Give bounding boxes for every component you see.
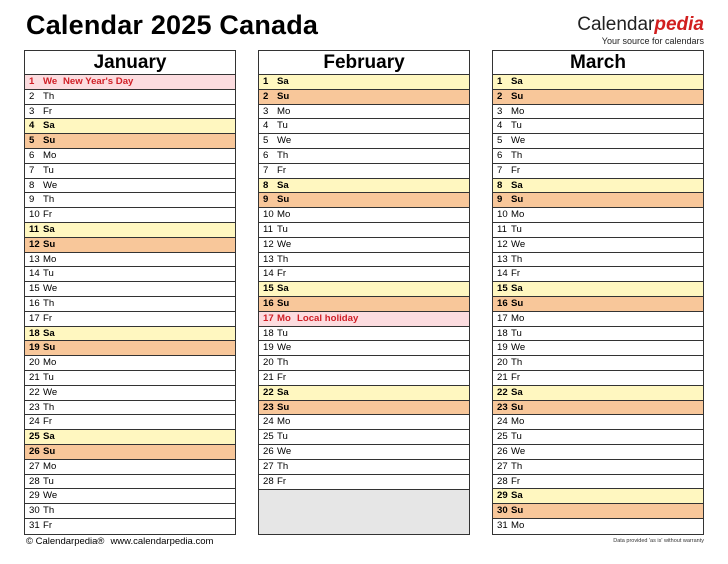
day-list <box>493 75 703 534</box>
day-of-week: Th <box>511 253 523 265</box>
day-of-week: Th <box>511 357 523 369</box>
day-list <box>25 75 235 534</box>
day-number: 9 <box>263 194 269 206</box>
day-of-week: Sa <box>511 283 523 295</box>
day-row <box>493 134 703 149</box>
day-row <box>259 445 469 460</box>
day-row <box>259 327 469 342</box>
day-number: 3 <box>497 105 503 117</box>
day-number: 24 <box>497 416 508 428</box>
day-row <box>259 179 469 194</box>
day-of-week: We <box>511 445 526 457</box>
day-of-week: Sa <box>43 223 55 235</box>
day-row <box>25 134 235 149</box>
day-of-week: Fr <box>277 268 287 280</box>
day-of-week: Mo <box>43 253 57 265</box>
day-of-week: Tu <box>277 327 288 339</box>
day-number: 19 <box>29 342 40 354</box>
day-row <box>25 267 235 282</box>
day-number: 8 <box>497 179 503 191</box>
day-number: 2 <box>29 90 35 102</box>
day-of-week: Sa <box>511 386 523 398</box>
day-of-week: We <box>43 490 58 502</box>
day-row <box>25 149 235 164</box>
day-number: 13 <box>497 253 508 265</box>
day-of-week: Tu <box>277 120 288 132</box>
day-of-week: Tu <box>511 327 522 339</box>
day-of-week: Su <box>511 401 524 413</box>
day-number: 15 <box>29 283 40 295</box>
day-number: 15 <box>263 283 274 295</box>
day-row <box>259 238 469 253</box>
day-of-week: Th <box>277 149 289 161</box>
day-row <box>493 223 703 238</box>
day-row <box>25 327 235 342</box>
day-row <box>259 208 469 223</box>
day-row <box>25 208 235 223</box>
day-row <box>493 149 703 164</box>
day-number: 1 <box>29 76 35 87</box>
day-row <box>25 179 235 194</box>
day-number: 7 <box>263 164 269 176</box>
day-row <box>493 327 703 342</box>
footer-copyright <box>26 536 213 547</box>
day-of-week: We <box>43 76 58 87</box>
day-number: 20 <box>497 357 508 369</box>
day-row <box>493 238 703 253</box>
day-row <box>493 445 703 460</box>
day-number: 12 <box>497 238 508 250</box>
day-number: 24 <box>263 416 274 428</box>
footer-url[interactable]: www.calendarpedia.com <box>110 536 214 547</box>
day-number: 8 <box>29 179 35 191</box>
day-number: 10 <box>29 209 40 221</box>
day-of-week: Mo <box>511 416 525 428</box>
day-number: 25 <box>29 431 40 443</box>
day-of-week: Fr <box>511 268 521 280</box>
day-number: 14 <box>497 268 508 280</box>
day-of-week: Mo <box>511 312 525 324</box>
day-row <box>493 356 703 371</box>
day-number: 4 <box>263 120 269 132</box>
day-number: 23 <box>263 401 274 413</box>
day-number: 27 <box>497 460 508 472</box>
day-number: 9 <box>29 194 35 206</box>
day-number: 13 <box>29 253 40 265</box>
day-row <box>259 401 469 416</box>
day-number: 11 <box>497 223 507 235</box>
day-row <box>493 119 703 134</box>
day-number: 10 <box>497 209 508 221</box>
copyright-text: © Calendarpedia® <box>26 536 105 547</box>
day-of-week: Fr <box>277 164 287 176</box>
day-row <box>493 179 703 194</box>
day-of-week: Sa <box>43 327 55 339</box>
month-column-january <box>24 50 236 535</box>
day-number: 5 <box>497 135 503 147</box>
day-row <box>259 282 469 297</box>
day-row <box>493 341 703 356</box>
day-row <box>25 386 235 401</box>
day-of-week: Su <box>511 194 524 206</box>
day-number: 28 <box>29 475 40 487</box>
day-row <box>25 475 235 490</box>
day-of-week: Mo <box>277 416 291 428</box>
day-number: 20 <box>263 357 274 369</box>
day-number: 7 <box>497 164 503 176</box>
day-row <box>259 134 469 149</box>
day-of-week: Mo <box>511 519 525 531</box>
day-row <box>259 386 469 401</box>
day-number: 21 <box>497 371 508 383</box>
day-number: 14 <box>263 268 274 280</box>
day-row <box>493 267 703 282</box>
day-of-week: Mo <box>43 149 57 161</box>
day-row <box>25 282 235 297</box>
day-row <box>259 149 469 164</box>
day-number: 23 <box>497 401 508 413</box>
day-of-week: Th <box>43 297 55 309</box>
day-number: 23 <box>29 401 40 413</box>
day-of-week: Fr <box>511 371 521 383</box>
day-number: 19 <box>263 342 274 354</box>
day-row <box>25 193 235 208</box>
day-row <box>259 164 469 179</box>
day-of-week: Tu <box>277 223 288 235</box>
day-row <box>493 401 703 416</box>
brand-name-part1: Calendar <box>577 14 655 35</box>
footer-disclaimer: Data provided 'as is' without warranty <box>613 538 704 544</box>
day-number: 8 <box>263 179 269 191</box>
day-number: 3 <box>29 105 35 117</box>
day-row <box>25 75 235 90</box>
day-row <box>493 208 703 223</box>
day-row <box>493 475 703 490</box>
day-number: 18 <box>497 327 508 339</box>
day-number: 13 <box>263 253 274 265</box>
day-row <box>259 119 469 134</box>
day-row <box>25 164 235 179</box>
day-number: 30 <box>497 505 508 517</box>
day-row <box>259 415 469 430</box>
day-of-week: We <box>277 342 292 354</box>
day-of-week: Fr <box>43 416 53 428</box>
day-of-week: Su <box>43 135 56 147</box>
day-number: 25 <box>497 431 508 443</box>
day-number: 25 <box>263 431 274 443</box>
day-row <box>493 504 703 519</box>
day-of-week: Mo <box>511 209 525 221</box>
day-of-week: We <box>277 135 292 147</box>
day-row <box>259 356 469 371</box>
day-of-week: Sa <box>43 120 55 132</box>
day-row <box>25 297 235 312</box>
day-of-week: Fr <box>277 475 287 487</box>
day-number: 1 <box>263 76 269 87</box>
day-row <box>493 193 703 208</box>
day-row <box>25 430 235 445</box>
day-of-week: Th <box>277 460 289 472</box>
day-row <box>493 105 703 120</box>
day-of-week: Th <box>511 149 523 161</box>
day-row <box>259 475 469 490</box>
day-row <box>259 430 469 445</box>
day-row <box>25 371 235 386</box>
day-number: 17 <box>263 312 274 324</box>
day-of-week: Sa <box>511 76 523 87</box>
day-row <box>25 445 235 460</box>
day-of-week: Tu <box>511 120 522 132</box>
day-number: 3 <box>263 105 269 117</box>
day-of-week: Th <box>43 505 55 517</box>
day-of-week: Fr <box>511 164 521 176</box>
day-number: 18 <box>29 327 40 339</box>
day-row <box>259 90 469 105</box>
day-number: 16 <box>263 297 274 309</box>
day-of-week: We <box>277 238 292 250</box>
day-row <box>259 193 469 208</box>
day-number: 22 <box>29 386 40 398</box>
day-number: 28 <box>263 475 274 487</box>
brand-tagline: Your source for calendars <box>601 36 704 46</box>
page-title: Calendar 2025 Canada <box>26 10 319 40</box>
day-of-week: Su <box>43 445 56 457</box>
day-row <box>493 75 703 90</box>
day-number: 2 <box>497 90 503 102</box>
day-of-week: Su <box>277 194 290 206</box>
day-row <box>25 341 235 356</box>
day-row <box>259 312 469 327</box>
day-row <box>493 430 703 445</box>
day-of-week: Fr <box>277 371 287 383</box>
day-number: 18 <box>263 327 274 339</box>
day-row <box>259 105 469 120</box>
day-of-week: Tu <box>277 431 288 443</box>
day-number: 16 <box>29 297 40 309</box>
day-row <box>259 341 469 356</box>
day-row <box>25 504 235 519</box>
day-number: 28 <box>497 475 508 487</box>
day-number: 26 <box>29 445 40 457</box>
month-column-march <box>492 50 704 535</box>
day-number: 19 <box>497 342 508 354</box>
month-header: March <box>493 51 703 75</box>
day-number: 16 <box>497 297 508 309</box>
day-number: 6 <box>263 149 269 161</box>
day-number: 24 <box>29 416 40 428</box>
day-row <box>25 356 235 371</box>
day-row <box>493 164 703 179</box>
day-of-week: Th <box>43 401 55 413</box>
day-number: 17 <box>29 312 40 324</box>
day-of-week: Sa <box>511 179 523 191</box>
day-number: 31 <box>497 519 508 531</box>
brand-name-part2: pedia <box>654 14 704 35</box>
day-of-week: We <box>43 179 58 191</box>
day-of-week: Sa <box>277 283 289 295</box>
day-number: 11 <box>263 223 273 235</box>
day-of-week: We <box>511 238 526 250</box>
day-of-week: Su <box>43 238 56 250</box>
day-row <box>493 415 703 430</box>
day-of-week: Su <box>277 90 290 102</box>
day-row <box>493 297 703 312</box>
day-of-week: Th <box>43 194 55 206</box>
day-row <box>25 312 235 327</box>
day-row <box>25 415 235 430</box>
day-of-week: Sa <box>277 386 289 398</box>
day-row <box>25 90 235 105</box>
day-of-week: Su <box>511 505 524 517</box>
day-of-week: Sa <box>43 431 55 443</box>
day-of-week: Fr <box>43 105 53 117</box>
day-of-week: We <box>277 445 292 457</box>
day-row <box>493 519 703 534</box>
day-number: 4 <box>497 120 503 132</box>
day-row <box>25 119 235 134</box>
day-row <box>493 386 703 401</box>
day-number: 26 <box>263 445 274 457</box>
day-number: 1 <box>497 76 503 87</box>
day-list <box>259 75 469 489</box>
day-row <box>25 401 235 416</box>
month-header: January <box>25 51 235 75</box>
day-row <box>25 238 235 253</box>
holiday-name: Local holiday <box>297 312 359 324</box>
day-number: 6 <box>29 149 35 161</box>
day-of-week: Tu <box>43 371 54 383</box>
day-row <box>25 460 235 475</box>
day-number: 5 <box>29 135 35 147</box>
day-row <box>493 460 703 475</box>
day-row <box>493 253 703 268</box>
day-of-week: Tu <box>43 268 54 280</box>
day-of-week: Fr <box>43 209 53 221</box>
day-number: 12 <box>263 238 274 250</box>
day-row <box>493 90 703 105</box>
day-of-week: We <box>43 386 58 398</box>
day-row <box>25 253 235 268</box>
day-number: 4 <box>29 120 35 132</box>
day-of-week: Su <box>43 342 56 354</box>
day-row <box>259 267 469 282</box>
day-of-week: Sa <box>511 490 523 502</box>
day-of-week: Mo <box>277 312 291 324</box>
day-row <box>25 223 235 238</box>
day-of-week: Th <box>43 90 55 102</box>
day-number: 7 <box>29 164 35 176</box>
day-of-week: Fr <box>511 475 521 487</box>
day-row <box>259 223 469 238</box>
day-of-week: Th <box>511 460 523 472</box>
day-number: 12 <box>29 238 40 250</box>
day-of-week: Tu <box>511 223 522 235</box>
day-of-week: Th <box>277 357 289 369</box>
day-of-week: Th <box>277 253 289 265</box>
day-row <box>25 105 235 120</box>
day-number: 29 <box>497 490 508 502</box>
day-row <box>259 253 469 268</box>
day-number: 21 <box>29 371 40 383</box>
brand-name <box>577 15 704 35</box>
day-row <box>493 371 703 386</box>
day-number: 6 <box>497 149 503 161</box>
day-number: 2 <box>263 90 269 102</box>
day-number: 27 <box>263 460 274 472</box>
day-row <box>493 282 703 297</box>
day-row <box>259 75 469 90</box>
day-row <box>493 312 703 327</box>
day-of-week: We <box>511 135 526 147</box>
day-number: 31 <box>29 519 40 531</box>
day-of-week: Tu <box>511 431 522 443</box>
day-of-week: We <box>511 342 526 354</box>
day-row <box>493 489 703 504</box>
day-row <box>259 371 469 386</box>
day-row <box>25 519 235 534</box>
day-number: 27 <box>29 460 40 472</box>
day-number: 22 <box>497 386 508 398</box>
day-number: 20 <box>29 357 40 369</box>
day-of-week: Mo <box>277 105 291 117</box>
day-row <box>259 297 469 312</box>
day-of-week: Mo <box>43 460 57 472</box>
day-number: 14 <box>29 268 40 280</box>
day-number: 26 <box>497 445 508 457</box>
day-of-week: Su <box>511 90 524 102</box>
day-of-week: Mo <box>43 357 57 369</box>
day-of-week: Sa <box>277 179 289 191</box>
holiday-name: New Year's Day <box>63 76 134 87</box>
day-of-week: Tu <box>43 164 54 176</box>
day-number: 29 <box>29 490 40 502</box>
day-number: 30 <box>29 505 40 517</box>
day-of-week: Sa <box>277 76 289 87</box>
day-of-week: Mo <box>511 105 525 117</box>
day-number: 21 <box>263 371 274 383</box>
day-of-week: Fr <box>43 519 53 531</box>
day-of-week: Tu <box>43 475 54 487</box>
day-row <box>259 460 469 475</box>
day-of-week: Su <box>277 401 290 413</box>
day-of-week: Su <box>277 297 290 309</box>
day-of-week: Fr <box>43 312 53 324</box>
day-of-week: Su <box>511 297 524 309</box>
day-number: 15 <box>497 283 508 295</box>
day-row <box>25 489 235 504</box>
day-number: 10 <box>263 209 274 221</box>
month-header: February <box>259 51 469 75</box>
empty-days-filler <box>259 489 469 533</box>
month-column-february <box>258 50 470 535</box>
day-of-week: Mo <box>277 209 291 221</box>
day-number: 22 <box>263 386 274 398</box>
day-of-week: We <box>43 283 58 295</box>
day-number: 11 <box>29 223 40 235</box>
brand-logo[interactable] <box>577 15 704 46</box>
day-number: 9 <box>497 194 503 206</box>
day-number: 5 <box>263 135 269 147</box>
day-number: 17 <box>497 312 508 324</box>
